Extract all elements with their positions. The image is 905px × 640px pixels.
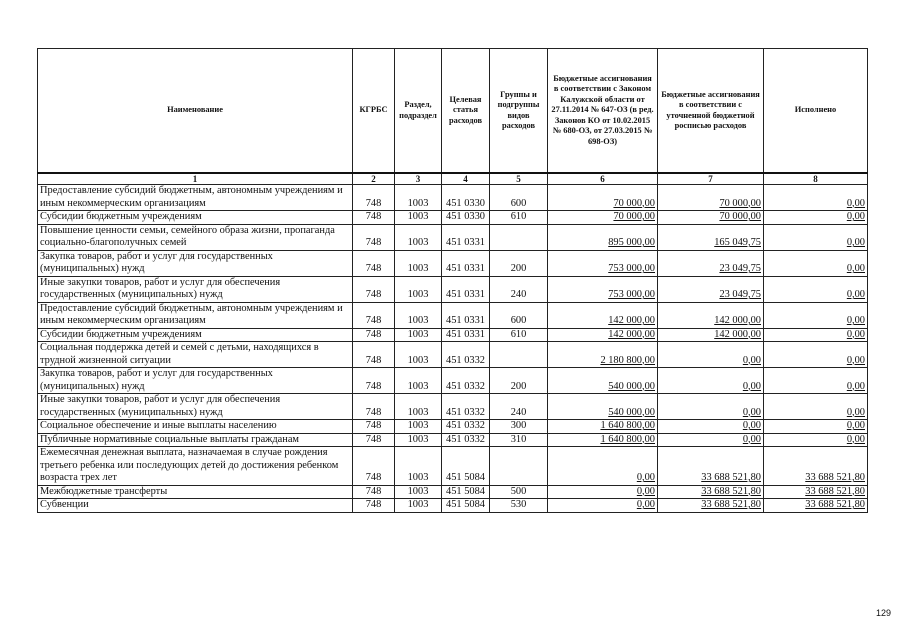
row-kgrbs: 748	[353, 447, 395, 486]
row-law-assignment: 2 180 800,00	[548, 342, 658, 368]
row-law-assignment: 895 000,00	[548, 224, 658, 250]
table-row	[38, 302, 868, 328]
row-refined-assignment: 33 688 521,80	[658, 485, 764, 499]
table-row	[38, 485, 868, 499]
row-target: 451 0332	[442, 342, 490, 368]
row-target: 451 5084	[442, 485, 490, 499]
table-row	[38, 394, 868, 420]
column-number: 4	[442, 173, 490, 185]
column-number: 6	[548, 173, 658, 185]
row-kgrbs: 748	[353, 368, 395, 394]
row-refined-assignment: 23 049,75	[658, 276, 764, 302]
row-kgrbs: 748	[353, 328, 395, 342]
column-number: 7	[658, 173, 764, 185]
table-row	[38, 499, 868, 513]
row-law-assignment: 1 640 800,00	[548, 420, 658, 434]
row-target: 451 0331	[442, 276, 490, 302]
column-number: 8	[764, 173, 868, 185]
column-number: 3	[395, 173, 442, 185]
row-kgrbs: 748	[353, 394, 395, 420]
row-section: 1003	[395, 499, 442, 513]
row-refined-assignment: 33 688 521,80	[658, 447, 764, 486]
row-kgrbs: 748	[353, 250, 395, 276]
row-executed: 0,00	[764, 342, 868, 368]
row-target: 451 0332	[442, 420, 490, 434]
row-target: 451 5084	[442, 447, 490, 486]
row-group: 530	[490, 499, 548, 513]
header-refined-assignments: Бюджетные ассигнования в соответствии с уточненной бюджетной росписью расходов	[658, 49, 764, 174]
row-name: Межбюджетные трансферты	[38, 485, 353, 499]
row-name: Социальное обеспечение и иные выплаты населению	[38, 420, 353, 434]
header-section: Раздел, подраздел	[395, 49, 442, 174]
row-group: 200	[490, 368, 548, 394]
row-law-assignment: 540 000,00	[548, 394, 658, 420]
row-target: 451 5084	[442, 499, 490, 513]
row-kgrbs: 748	[353, 302, 395, 328]
row-refined-assignment: 0,00	[658, 368, 764, 394]
row-executed: 0,00	[764, 302, 868, 328]
row-section: 1003	[395, 250, 442, 276]
row-name: Повышение ценности семьи, семейного образа жизни, пропаганда социально-благополучных семей	[38, 224, 353, 250]
row-name: Закупка товаров, работ и услуг для государственных (муниципальных) нужд	[38, 250, 353, 276]
row-refined-assignment: 0,00	[658, 420, 764, 434]
header-law-assignments: Бюджетные ассигнования в соответствии с Законом Калужской области от 27.11.2014 № 647-ОЗ (в ред. Законов КО от 10.02.2015 № 680-ОЗ, от 27.03.2015 № 698-ОЗ)	[548, 49, 658, 174]
row-group	[490, 224, 548, 250]
row-group: 600	[490, 302, 548, 328]
row-kgrbs: 748	[353, 224, 395, 250]
row-group: 610	[490, 328, 548, 342]
row-law-assignment: 753 000,00	[548, 250, 658, 276]
row-refined-assignment: 33 688 521,80	[658, 499, 764, 513]
row-executed: 0,00	[764, 250, 868, 276]
row-executed: 0,00	[764, 211, 868, 225]
row-section: 1003	[395, 433, 442, 447]
row-executed: 33 688 521,80	[764, 447, 868, 486]
row-target: 451 0331	[442, 224, 490, 250]
row-section: 1003	[395, 368, 442, 394]
table-row	[38, 185, 868, 211]
row-refined-assignment: 0,00	[658, 394, 764, 420]
row-name: Субсидии бюджетным учреждениям	[38, 211, 353, 225]
row-refined-assignment: 0,00	[658, 433, 764, 447]
row-section: 1003	[395, 224, 442, 250]
row-target: 451 0330	[442, 211, 490, 225]
row-law-assignment: 0,00	[548, 499, 658, 513]
row-section: 1003	[395, 342, 442, 368]
row-kgrbs: 748	[353, 433, 395, 447]
row-group: 200	[490, 250, 548, 276]
row-group: 240	[490, 394, 548, 420]
row-refined-assignment: 142 000,00	[658, 302, 764, 328]
row-target: 451 0332	[442, 394, 490, 420]
header-kgrbs: КГРБС	[353, 49, 395, 174]
row-name: Предоставление субсидий бюджетным, автономным учреждениям и иным некоммерческим организациям	[38, 302, 353, 328]
table-row	[38, 368, 868, 394]
row-kgrbs: 748	[353, 185, 395, 211]
row-executed: 0,00	[764, 394, 868, 420]
row-section: 1003	[395, 276, 442, 302]
row-executed: 0,00	[764, 185, 868, 211]
row-executed: 0,00	[764, 420, 868, 434]
column-number: 2	[353, 173, 395, 185]
row-section: 1003	[395, 447, 442, 486]
column-number: 1	[38, 173, 353, 185]
row-law-assignment: 0,00	[548, 485, 658, 499]
row-executed: 0,00	[764, 276, 868, 302]
row-law-assignment: 142 000,00	[548, 302, 658, 328]
row-section: 1003	[395, 211, 442, 225]
row-section: 1003	[395, 394, 442, 420]
row-group: 310	[490, 433, 548, 447]
table-row	[38, 447, 868, 486]
row-section: 1003	[395, 420, 442, 434]
row-kgrbs: 748	[353, 276, 395, 302]
row-section: 1003	[395, 328, 442, 342]
row-refined-assignment: 142 000,00	[658, 328, 764, 342]
table-row	[38, 211, 868, 225]
row-group: 300	[490, 420, 548, 434]
row-kgrbs: 748	[353, 499, 395, 513]
row-target: 451 0330	[442, 185, 490, 211]
row-executed: 33 688 521,80	[764, 499, 868, 513]
row-law-assignment: 0,00	[548, 447, 658, 486]
row-name: Ежемесячная денежная выплата, назначаемая в случае рождения третьего ребенка или последующих детей до достижения ребенком возраста трех лет	[38, 447, 353, 486]
row-name: Публичные нормативные социальные выплаты гражданам	[38, 433, 353, 447]
row-law-assignment: 753 000,00	[548, 276, 658, 302]
row-refined-assignment: 23 049,75	[658, 250, 764, 276]
row-target: 451 0332	[442, 433, 490, 447]
row-executed: 0,00	[764, 433, 868, 447]
row-group: 500	[490, 485, 548, 499]
row-executed: 33 688 521,80	[764, 485, 868, 499]
row-law-assignment: 70 000,00	[548, 211, 658, 225]
row-name: Предоставление субсидий бюджетным, автономным учреждениям и иным некоммерческим организациям	[38, 185, 353, 211]
row-law-assignment: 70 000,00	[548, 185, 658, 211]
table-row	[38, 342, 868, 368]
table-row	[38, 276, 868, 302]
row-refined-assignment: 165 049,75	[658, 224, 764, 250]
row-group	[490, 447, 548, 486]
row-law-assignment: 1 640 800,00	[548, 433, 658, 447]
row-name: Закупка товаров, работ и услуг для государственных (муниципальных) нужд	[38, 368, 353, 394]
row-name: Иные закупки товаров, работ и услуг для обеспечения государственных (муниципальных) нужд	[38, 394, 353, 420]
column-number: 5	[490, 173, 548, 185]
row-section: 1003	[395, 185, 442, 211]
row-kgrbs: 748	[353, 420, 395, 434]
table-row	[38, 433, 868, 447]
page-number: 129	[875, 608, 891, 618]
row-name: Субвенции	[38, 499, 353, 513]
table-row	[38, 224, 868, 250]
table-row	[38, 250, 868, 276]
row-name: Социальная поддержка детей и семей с детьми, находящихся в трудной жизненной ситуации	[38, 342, 353, 368]
row-target: 451 0331	[442, 250, 490, 276]
row-section: 1003	[395, 302, 442, 328]
row-law-assignment: 540 000,00	[548, 368, 658, 394]
header-executed: Исполнено	[764, 49, 868, 174]
table-row	[38, 420, 868, 434]
row-target: 451 0331	[442, 302, 490, 328]
row-section: 1003	[395, 485, 442, 499]
row-refined-assignment: 70 000,00	[658, 185, 764, 211]
row-kgrbs: 748	[353, 211, 395, 225]
table-row	[38, 328, 868, 342]
row-target: 451 0332	[442, 368, 490, 394]
row-law-assignment: 142 000,00	[548, 328, 658, 342]
header-name: Наименование	[38, 49, 353, 174]
row-group: 600	[490, 185, 548, 211]
budget-table	[37, 48, 868, 513]
header-target: Целевая статья расходов	[442, 49, 490, 174]
row-target: 451 0331	[442, 328, 490, 342]
row-kgrbs: 748	[353, 342, 395, 368]
row-group	[490, 342, 548, 368]
row-refined-assignment: 0,00	[658, 342, 764, 368]
row-executed: 0,00	[764, 368, 868, 394]
row-group: 240	[490, 276, 548, 302]
row-name: Иные закупки товаров, работ и услуг для обеспечения государственных (муниципальных) нужд	[38, 276, 353, 302]
row-executed: 0,00	[764, 328, 868, 342]
header-groups: Группы и подгруппы видов расходов	[490, 49, 548, 174]
row-kgrbs: 748	[353, 485, 395, 499]
row-refined-assignment: 70 000,00	[658, 211, 764, 225]
row-name: Субсидии бюджетным учреждениям	[38, 328, 353, 342]
column-number-row	[38, 173, 868, 185]
row-group: 610	[490, 211, 548, 225]
header-row	[38, 49, 868, 174]
row-executed: 0,00	[764, 224, 868, 250]
